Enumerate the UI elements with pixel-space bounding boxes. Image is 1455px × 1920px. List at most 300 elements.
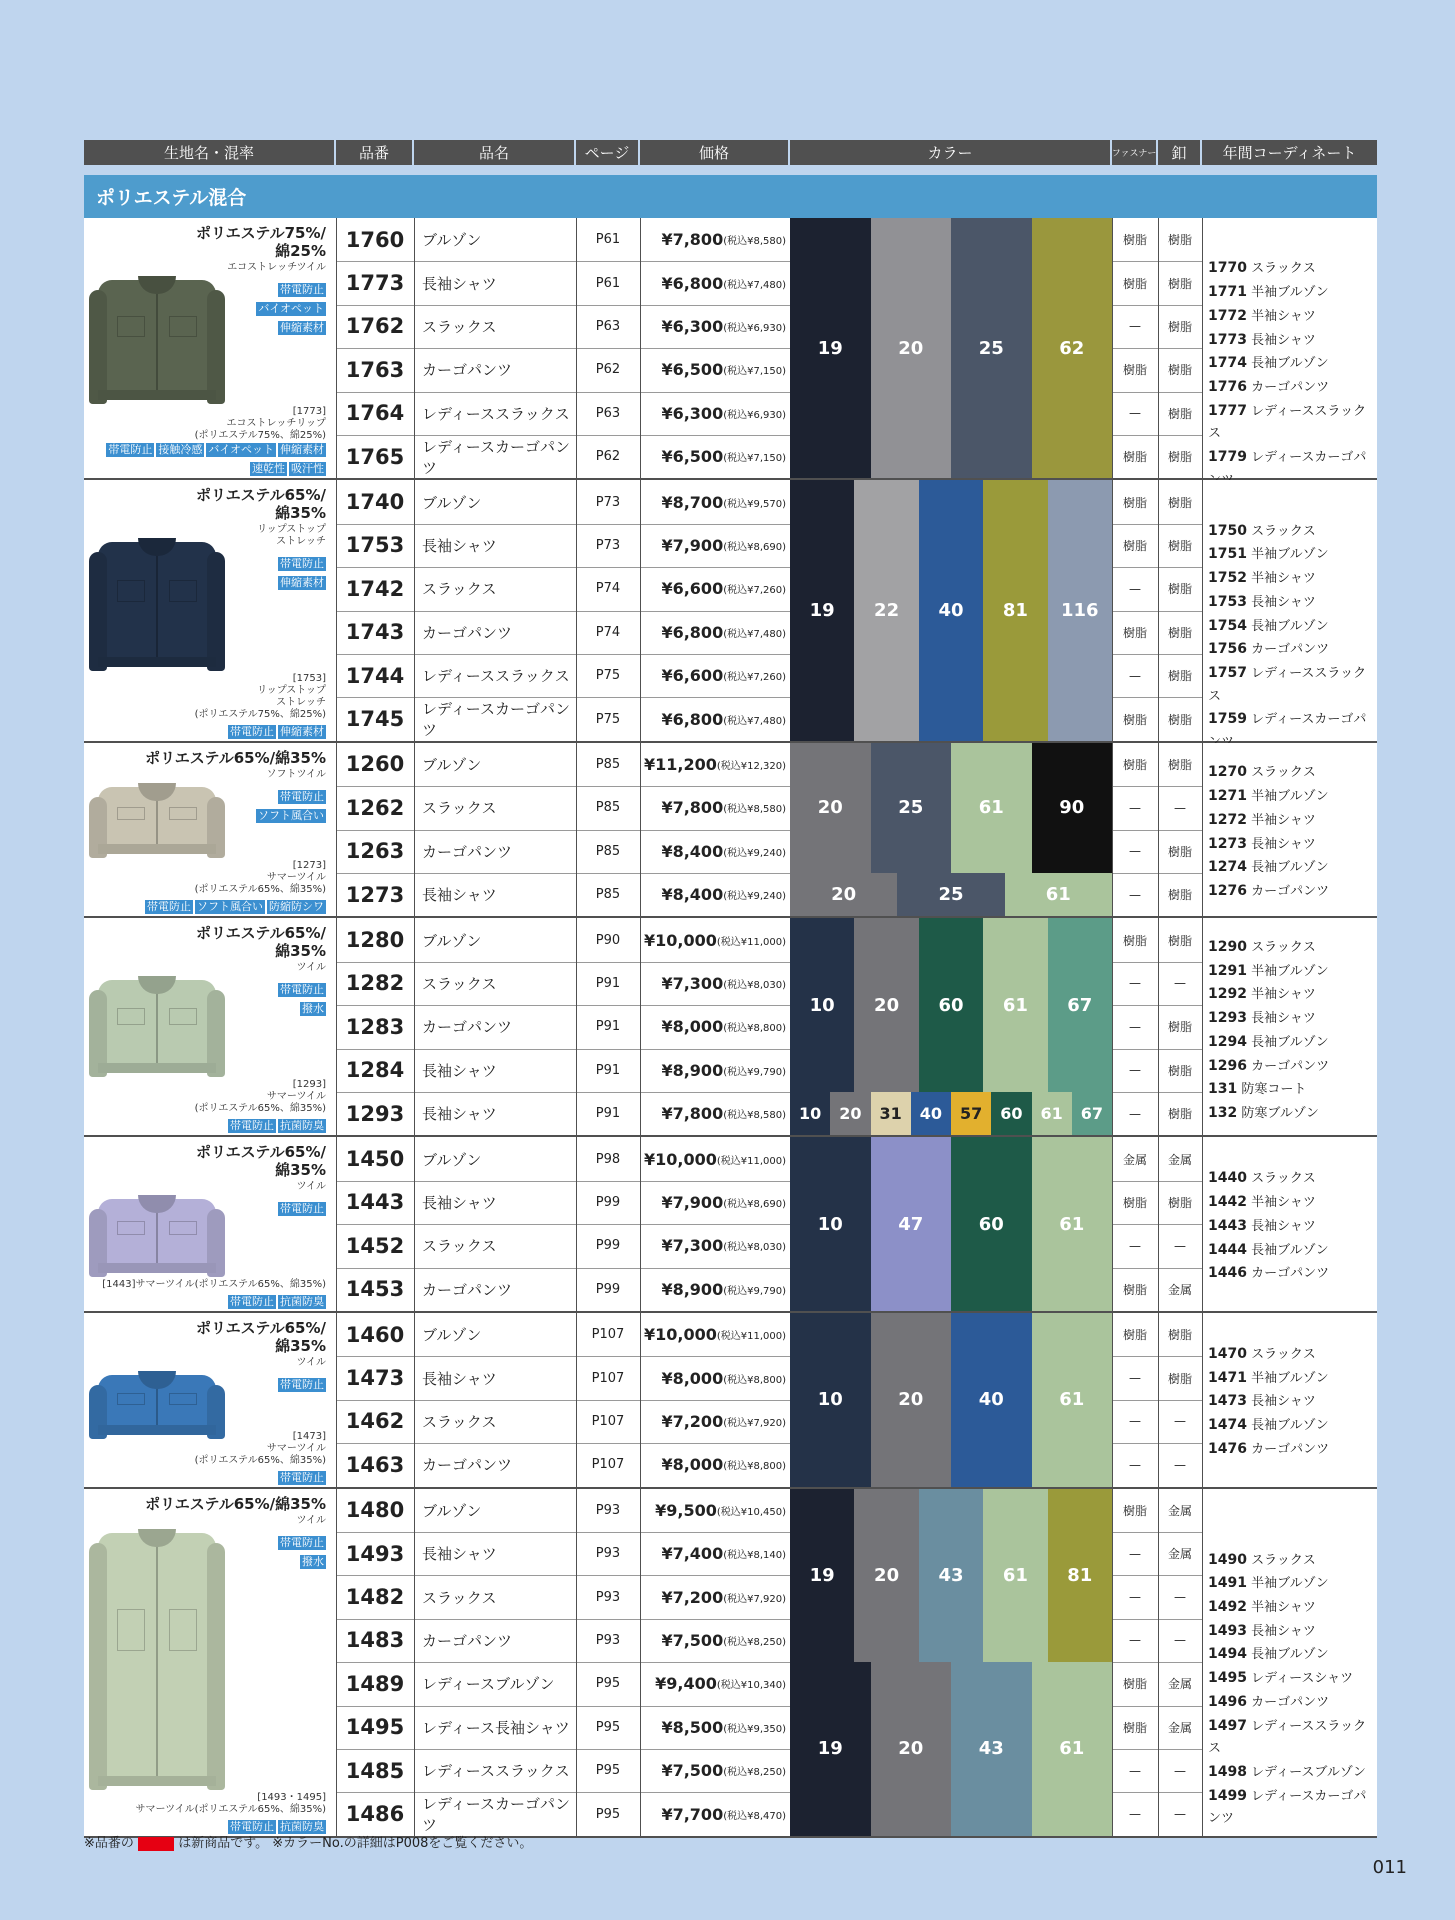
price-tax-included: (税込¥7,260): [723, 672, 786, 684]
coordinate-code: 1294: [1208, 1033, 1247, 1050]
color-swatch: 19: [790, 218, 871, 478]
button-material: 金属: [1167, 1503, 1192, 1518]
price-cell: [640, 1137, 790, 1180]
fabric-name: ポリエステル65%/ 綿35%: [195, 1143, 326, 1180]
page-ref: P93: [595, 1589, 621, 1605]
coordinate-name: レディースカーゴパ: [1251, 712, 1367, 728]
column-divider: [1158, 1313, 1159, 1487]
button-material: 樹脂: [1167, 406, 1192, 421]
button-material: 金属: [1167, 1720, 1192, 1735]
coordinate-name: 防寒コート: [1241, 1082, 1307, 1098]
coordinate-item: [1208, 960, 1329, 984]
feature-tags-bottom: [86, 1466, 326, 1485]
page-ref: P93: [595, 1546, 621, 1562]
price-cell: [640, 1224, 790, 1267]
coordinate-code: 1290: [1208, 939, 1247, 956]
price-tax-included: (税込¥9,790): [723, 1285, 786, 1297]
column-divider: [1158, 218, 1159, 478]
button-material: 樹脂: [1167, 844, 1192, 859]
column-divider: [336, 743, 337, 917]
coordinate-code: 1774: [1208, 355, 1247, 372]
row-divider: [1112, 1224, 1202, 1225]
coordinate-code: 132: [1208, 1104, 1238, 1121]
coordinate-code: 1270: [1208, 764, 1247, 781]
button-material: 樹脂: [1167, 1020, 1192, 1035]
button-material: 金属: [1167, 1547, 1192, 1562]
color-swatch: 40: [951, 1313, 1032, 1487]
page-ref: P95: [595, 1719, 621, 1735]
color-swatch: 60: [991, 1092, 1031, 1135]
product-code: 1743: [345, 620, 405, 645]
product-name: レディーススラックス: [422, 667, 570, 686]
button-material: 金属: [1167, 1282, 1192, 1297]
price: ¥6,600: [661, 579, 724, 599]
price-tax-included: (税込¥11,000): [716, 936, 786, 948]
product-caption: [1273] サマーツイル (ポリエステル65%、綿35%): [194, 860, 326, 896]
color-swatch: 61: [1005, 873, 1112, 916]
coordinate-item: [1208, 1343, 1329, 1367]
price-tax-included: (税込¥10,450): [716, 1506, 786, 1518]
page-ref: P74: [595, 581, 621, 597]
button-material: 樹脂: [1167, 582, 1192, 597]
price-tax-included: (税込¥11,000): [716, 1331, 786, 1343]
price-cell: [640, 743, 790, 786]
fastener-material: —: [1129, 1238, 1141, 1253]
coordinate-code: 1292: [1208, 986, 1247, 1003]
jacket-image: [98, 1375, 216, 1435]
product-name: レディーススラックス: [422, 404, 570, 423]
coordinate-name: 半袖シャツ: [1251, 812, 1316, 828]
coordinate-code: 1443: [1208, 1217, 1247, 1234]
jacket-sleevel: [89, 290, 108, 404]
jacket-cuff: [98, 657, 216, 667]
product-name: ブルゾン: [422, 931, 482, 950]
fabric-cell: [84, 218, 336, 478]
coordinate-item: [1208, 1031, 1329, 1055]
feature-tag: ソフト風合い: [258, 808, 324, 822]
product-name: 長袖シャツ: [422, 536, 497, 555]
coordinate-name: カーゴパンツ: [1251, 642, 1330, 658]
product-name: ブルゾン: [422, 231, 482, 250]
coordinate-item: [1208, 1191, 1329, 1215]
page-ref: P107: [591, 1370, 625, 1386]
fastener-material: 樹脂: [1122, 1677, 1147, 1692]
page-ref: P95: [595, 1763, 621, 1779]
price-tax-included: (税込¥9,570): [723, 498, 786, 510]
coordinate-name: カーゴパンツ: [1251, 1266, 1330, 1282]
footnote-prefix: ※品番の: [84, 1836, 134, 1851]
fabric-weave: リップストップ ストレッチ: [257, 524, 326, 548]
page-ref: P95: [595, 1676, 621, 1692]
color-swatch: 61: [1032, 1137, 1113, 1311]
coordinate-code: 1754: [1208, 617, 1247, 634]
price-tax-included: (税込¥8,580): [723, 236, 786, 248]
column-divider: [1112, 918, 1113, 1135]
product-caption: [1293] サマーツイル (ポリエステル65%、綿35%): [194, 1079, 326, 1115]
coordinate-item: [1208, 1055, 1329, 1079]
price-cell: [640, 1532, 790, 1575]
fabric-weave: ツイル: [296, 962, 326, 974]
page-ref: P99: [595, 1238, 621, 1254]
product-name: スラックス: [422, 1588, 497, 1607]
fastener-material: 樹脂: [1122, 757, 1147, 772]
page-number: 011: [1372, 1857, 1407, 1878]
coordinate-item: [1208, 257, 1377, 281]
row-divider: [1112, 786, 1202, 787]
column-divider: [1112, 1137, 1113, 1311]
coordinate-list: [1208, 761, 1329, 903]
product-group: [84, 480, 1377, 742]
product-name: ブルゾン: [422, 1326, 482, 1345]
price-tax-included: (税込¥7,480): [723, 628, 786, 640]
row-divider: [336, 1619, 790, 1620]
price-cell: [640, 305, 790, 348]
feature-tag: 抗菌防臭: [280, 1294, 324, 1308]
page-ref: P90: [595, 932, 621, 948]
color-swatch: 20: [871, 1662, 952, 1836]
footnote-suffix: は新商品です。 ※カラーNo.の詳細はP008をご覧ください。: [178, 1836, 533, 1851]
jacket-cuff: [98, 1776, 216, 1786]
product-caption: [1753] リップストップ ストレッチ (ポリエステル75%、綿25%): [194, 672, 326, 720]
row-divider: [336, 392, 790, 393]
product-name: 長袖シャツ: [422, 274, 497, 293]
button-material: —: [1174, 1590, 1186, 1605]
feature-tag: 帯電防止: [280, 1470, 324, 1484]
feature-tag: 帯電防止: [230, 1819, 274, 1833]
button-material: —: [1174, 1807, 1186, 1822]
coordinate-name: レディースブルゾン: [1251, 1764, 1366, 1780]
price: ¥7,400: [661, 1544, 724, 1564]
column-divider: [414, 1489, 415, 1836]
color-swatch: 67: [1048, 918, 1112, 1092]
feature-tag: 帯電防止: [230, 1294, 274, 1308]
product-group: [84, 218, 1377, 480]
product-name: ブルゾン: [422, 493, 482, 512]
price-cell: [640, 1489, 790, 1532]
price: ¥7,900: [661, 535, 724, 555]
page-ref: P61: [595, 275, 621, 291]
price: ¥6,500: [661, 360, 724, 380]
product-name: レディースカーゴパンツ: [422, 1795, 571, 1835]
page-ref: P73: [595, 537, 621, 553]
coordinate-code: 1273: [1208, 835, 1247, 852]
feature-tags-bottom: [86, 438, 326, 476]
price-cell: [640, 567, 790, 610]
coordinate-name: 防寒ブルゾン: [1241, 1105, 1319, 1121]
column-divider: [576, 1489, 577, 1836]
page-ref: P99: [595, 1281, 621, 1297]
price-tax-included: (税込¥8,800): [723, 1461, 786, 1473]
coordinate-code: 1291: [1208, 962, 1247, 979]
price: ¥7,300: [661, 1236, 724, 1256]
jacket-zip: [156, 801, 158, 849]
price-tax-included: (税込¥7,150): [723, 453, 786, 465]
coordinate-code: 1274: [1208, 859, 1247, 876]
price-cell: [640, 1268, 790, 1311]
header-color: カラー: [790, 140, 1112, 165]
jacket-pocketr: [169, 316, 197, 337]
price-tax-included: (税込¥7,150): [723, 366, 786, 378]
column-divider: [414, 918, 415, 1135]
column-divider: [1112, 1489, 1113, 1836]
price-cell: [640, 873, 790, 916]
jacket-zip: [156, 294, 158, 394]
coordinate-item: [1208, 1007, 1329, 1031]
coordinate-code: 1446: [1208, 1265, 1247, 1282]
product-name: 長袖シャツ: [422, 1193, 497, 1212]
jacket-collar: [138, 783, 176, 801]
price-cell: [640, 435, 790, 478]
fastener-material: 樹脂: [1122, 712, 1147, 727]
button-material: 樹脂: [1167, 538, 1192, 553]
product-name: スラックス: [422, 974, 497, 993]
fabric-weave: エコストレッチツイル: [227, 262, 326, 273]
price: ¥8,400: [661, 841, 724, 861]
coordinate-name: レディースシャツ: [1251, 1671, 1354, 1687]
feature-tag: 撥水: [302, 1002, 324, 1016]
column-divider: [414, 743, 415, 917]
jacket-pocketl: [117, 1609, 145, 1652]
fabric-cell: [84, 1137, 336, 1311]
page-ref: P85: [595, 756, 621, 772]
row-divider: [336, 1005, 790, 1006]
color-swatch: 20: [871, 1313, 952, 1487]
product-code: 1460: [345, 1322, 405, 1347]
page-ref: P62: [595, 362, 621, 378]
page-ref: P73: [595, 494, 621, 510]
coordinate-item: [1208, 833, 1329, 857]
color-swatch: 62: [1032, 218, 1113, 478]
coordinate-item: [1208, 1596, 1377, 1620]
coordinate-item: [1208, 1078, 1329, 1102]
jacket-image: [98, 980, 216, 1073]
coordinate-cell: [1202, 918, 1377, 1135]
column-divider: [1112, 218, 1113, 478]
row-divider: [336, 962, 790, 963]
row-divider: [1112, 1575, 1202, 1576]
fastener-material: 樹脂: [1122, 1720, 1147, 1735]
color-swatch: 10: [790, 918, 854, 1092]
feature-tags-bottom: [86, 720, 326, 739]
feature-tags-bottom: [86, 895, 326, 914]
coordinate-code: 1776: [1208, 378, 1247, 395]
jacket-zip: [156, 1547, 158, 1780]
jacket-cuff: [98, 1425, 216, 1435]
fastener-material: 樹脂: [1122, 495, 1147, 510]
color-swatch: 19: [790, 480, 854, 740]
jacket-zip: [156, 1389, 158, 1429]
product-name: スラックス: [422, 580, 497, 599]
color-swatch: 61: [951, 743, 1032, 873]
price-cell: [640, 611, 790, 654]
row-divider: [336, 1706, 790, 1707]
coordinate-name: 長袖シャツ: [1251, 836, 1316, 852]
coordinate-item: [1208, 856, 1329, 880]
product-code: 1480: [345, 1498, 405, 1523]
product-code: 1495: [345, 1715, 405, 1740]
feature-tag: 帯電防止: [280, 1202, 324, 1216]
feature-tag: バイオペット: [208, 443, 274, 457]
row-divider: [336, 873, 790, 874]
price-tax-included: (税込¥8,580): [723, 1110, 786, 1122]
price-tax-included: (税込¥8,030): [723, 979, 786, 991]
fastener-material: —: [1129, 1590, 1141, 1605]
header-name: 品名: [414, 140, 576, 165]
fabric-cell: [84, 918, 336, 1135]
jacket-cuff: [98, 1063, 216, 1073]
feature-tag: 帯電防止: [280, 283, 324, 296]
price-cell: [640, 786, 790, 829]
product-group: [84, 743, 1377, 919]
coordinate-item: [1208, 543, 1377, 567]
page-ref: P107: [591, 1327, 625, 1343]
coordinate-name: スラックス: [1251, 1171, 1316, 1187]
price-tax-included: (税込¥7,920): [723, 1417, 786, 1429]
fastener-material: —: [1129, 1414, 1141, 1429]
button-material: 樹脂: [1167, 450, 1192, 465]
price-cell: [640, 348, 790, 391]
product-code: 1263: [345, 839, 405, 864]
jacket-pocketl: [117, 1393, 145, 1405]
coordinate-name: 長袖ブルゾン: [1251, 1242, 1329, 1258]
fastener-material: —: [1129, 800, 1141, 815]
coordinate-name: 半袖シャツ: [1251, 987, 1316, 1003]
coordinate-item: [1208, 352, 1377, 376]
price-tax-included: (税込¥9,240): [723, 847, 786, 859]
price-tax-included: (税込¥7,480): [723, 715, 786, 727]
price-tax-included: (税込¥9,790): [723, 1066, 786, 1078]
row-divider: [1112, 1268, 1202, 1269]
coordinate-name: 半袖ブルゾン: [1251, 789, 1329, 805]
row-divider: [1112, 1443, 1202, 1444]
product-code: 1760: [345, 227, 405, 252]
column-divider: [414, 480, 415, 740]
coordinate-code: 1491: [1208, 1575, 1247, 1592]
product-code: 1462: [345, 1409, 405, 1434]
coordinate-item: [1208, 329, 1377, 353]
fastener-material: 樹脂: [1122, 1282, 1147, 1297]
row-divider: [336, 1356, 790, 1357]
price: ¥8,500: [661, 1717, 724, 1737]
coordinate-name: 長袖ブルゾン: [1251, 860, 1329, 876]
row-divider: [336, 524, 790, 525]
jacket-image: [98, 787, 216, 855]
row-divider: [1112, 435, 1202, 436]
jacket-image: [98, 1199, 216, 1273]
feature-tag: 防縮防シワ: [269, 900, 324, 914]
row-divider: [336, 1400, 790, 1401]
feature-tag: ソフト風合い: [197, 900, 263, 914]
column-divider: [1112, 743, 1113, 917]
fastener-material: 樹脂: [1122, 1195, 1147, 1210]
row-divider: [1112, 962, 1202, 963]
button-material: —: [1174, 1457, 1186, 1472]
row-divider: [336, 654, 790, 655]
price-tax-included: (税込¥6,930): [723, 322, 786, 334]
column-divider: [640, 1137, 641, 1311]
price-tax-included: (税込¥8,580): [723, 804, 786, 816]
fastener-material: —: [1129, 668, 1141, 683]
jacket-pocketl: [117, 316, 145, 337]
jacket-pocketl: [117, 1221, 145, 1235]
color-swatch: 20: [830, 1092, 870, 1135]
coordinate-cell: [1202, 218, 1377, 478]
coordinate-code: 1296: [1208, 1057, 1247, 1074]
product-code: 1744: [345, 663, 405, 688]
coordinate-code: 1498: [1208, 1763, 1247, 1780]
coordinate-item: [1208, 1715, 1377, 1761]
coordinate-name: 長袖ブルゾン: [1251, 356, 1329, 372]
product-code: 1293: [345, 1101, 405, 1126]
feature-tag: 帯電防止: [230, 724, 274, 738]
button-material: 樹脂: [1167, 933, 1192, 948]
color-swatch: 25: [897, 873, 1004, 916]
product-name: カーゴパンツ: [422, 623, 513, 642]
coordinate-item: [1208, 1262, 1329, 1286]
product-code: 1740: [345, 490, 405, 515]
price: ¥7,900: [661, 1192, 724, 1212]
product-code: 1273: [345, 882, 405, 907]
price: ¥6,600: [661, 666, 724, 686]
coordinate-name: 長袖ブルゾン: [1251, 1418, 1329, 1434]
feature-tag: 帯電防止: [230, 1119, 274, 1133]
coordinate-name: カーゴパンツ: [1251, 883, 1330, 899]
fastener-material: 樹脂: [1122, 276, 1147, 291]
product-name: スラックス: [422, 1412, 497, 1431]
fastener-material: —: [1129, 1019, 1141, 1034]
product-name: 長袖シャツ: [422, 1369, 497, 1388]
product-name: 長袖シャツ: [422, 1105, 497, 1124]
coordinate-code: 1779: [1208, 449, 1247, 466]
coordinate-name: 半袖シャツ: [1251, 571, 1316, 587]
fastener-material: 樹脂: [1122, 933, 1147, 948]
column-divider: [1158, 1137, 1159, 1311]
page-ref: P62: [595, 449, 621, 465]
product-name: カーゴパンツ: [422, 1018, 513, 1037]
color-swatch: 20: [871, 218, 952, 478]
price: ¥6,300: [661, 403, 724, 423]
jacket-collar: [138, 276, 176, 294]
coordinate-name: 長袖ブルゾン: [1251, 618, 1329, 634]
price-cell: [640, 697, 790, 740]
color-swatch: 43: [919, 1489, 983, 1663]
feature-tag: 速乾性: [252, 462, 285, 476]
price: ¥6,800: [661, 273, 724, 293]
price-cell: [640, 218, 790, 261]
button-material: 樹脂: [1167, 495, 1192, 510]
fastener-material: —: [1129, 1807, 1141, 1822]
row-divider: [1112, 1400, 1202, 1401]
header-coord: 年間コーディネート: [1222, 144, 1357, 162]
coordinate-item: [1208, 1239, 1329, 1263]
coordinate-list: [1208, 1549, 1377, 1831]
coordinate-name: スラックス: [1251, 261, 1316, 277]
coordinate-list: [1208, 936, 1329, 1126]
product-code: 1280: [345, 928, 405, 953]
color-swatch: 10: [790, 1092, 830, 1135]
column-divider: [336, 480, 337, 740]
row-divider: [336, 1575, 790, 1576]
row-divider: [1112, 830, 1202, 831]
price-tax-included: (税込¥7,260): [723, 585, 786, 597]
product-name: レディースカーゴパンツ: [422, 700, 571, 740]
coordinate-code: 1770: [1208, 260, 1247, 277]
price-tax-included: (税込¥10,340): [716, 1680, 786, 1692]
coordinate-name: 半袖ブルゾン: [1251, 547, 1329, 563]
coordinate-name: 半袖ブルゾン: [1251, 1370, 1329, 1386]
page-ref: P99: [595, 1194, 621, 1210]
table-header: [84, 140, 1377, 165]
